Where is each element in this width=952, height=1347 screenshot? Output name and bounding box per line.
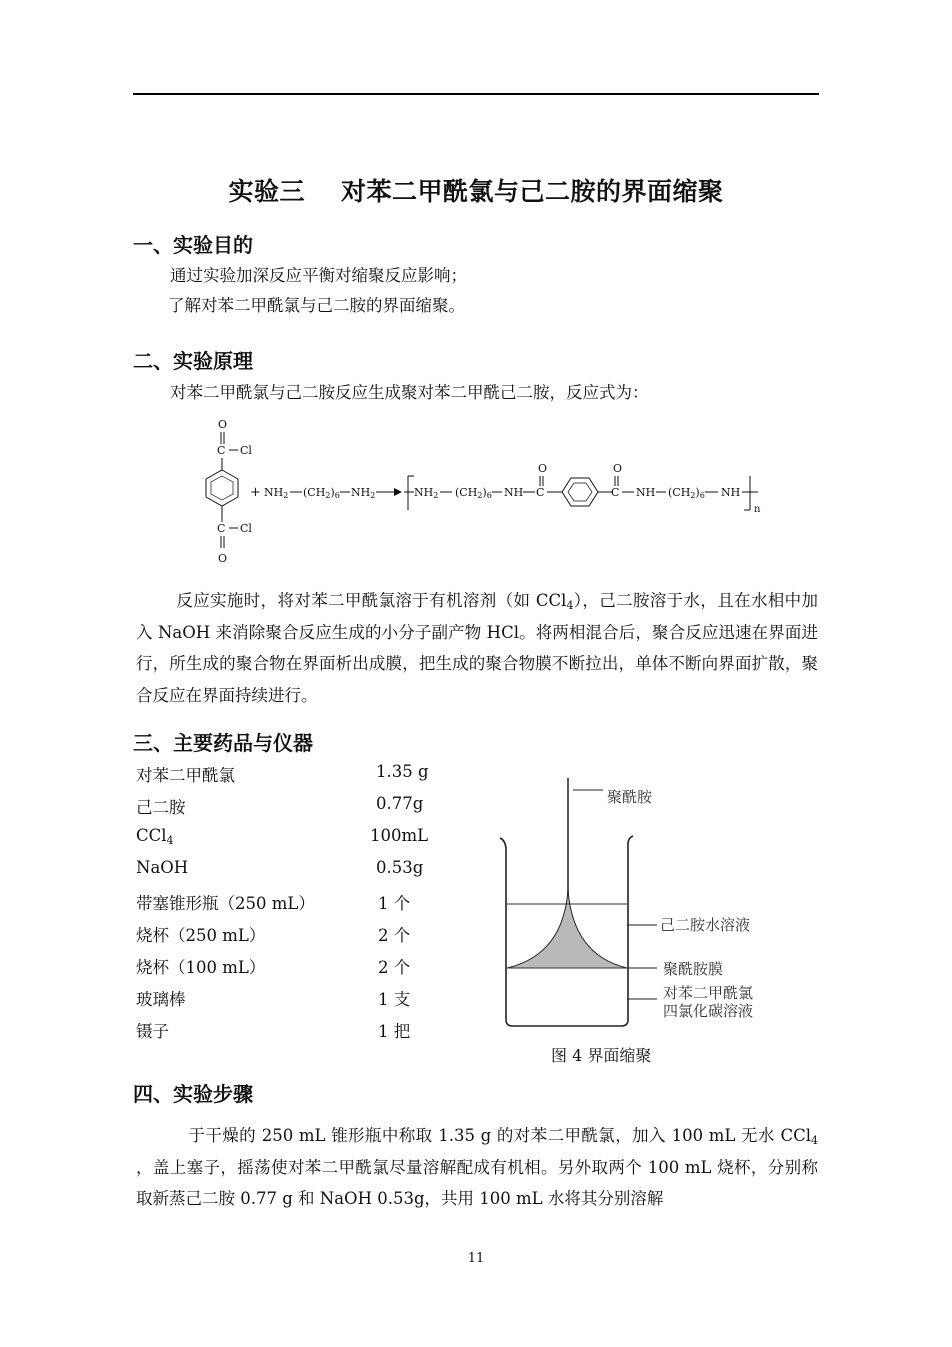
material-qty: 2 个 xyxy=(378,926,411,945)
interfacial-polymerization-figure xyxy=(495,770,785,1035)
heading-steps: 四、实验步骤 xyxy=(133,1082,253,1106)
atom-O-top: O xyxy=(218,418,228,431)
atom-Cl-top: Cl xyxy=(240,444,252,457)
svg-text:(CH2)6: (CH2)6 xyxy=(455,486,492,500)
svg-text:n: n xyxy=(754,504,761,515)
svg-text:C: C xyxy=(536,486,545,499)
principle-intro: 对苯二甲酰氯与己二胺反应生成聚对苯二甲酰己二胺，反应式为： xyxy=(170,383,649,402)
heading-purpose: 一、实验目的 xyxy=(133,233,253,257)
svg-text:NH2: NH2 xyxy=(351,486,376,500)
label-film: 聚酰胺膜 xyxy=(663,960,724,978)
page-title: 实验三 对苯二甲酰氯与己二胺的界面缩聚 xyxy=(228,177,724,206)
svg-text:NH: NH xyxy=(636,486,656,499)
material-name: 烧杯（250 mL） xyxy=(136,926,266,945)
material-qty: 1.35 g xyxy=(376,762,429,781)
label-polyamide: 聚酰胺 xyxy=(607,788,653,806)
svg-text:O: O xyxy=(538,462,548,475)
label-organic-2: 四氯化碳溶液 xyxy=(663,1002,754,1020)
material-name: 玻璃棒 xyxy=(136,990,186,1009)
material-name: 带塞锥形瓶（250 mL） xyxy=(136,894,315,913)
material-name: 烧杯（100 mL） xyxy=(136,958,266,977)
reaction-scheme xyxy=(190,412,770,582)
material-qty: 1 把 xyxy=(378,1022,411,1041)
svg-text:NH2: NH2 xyxy=(264,486,289,500)
heading-principle: 二、实验原理 xyxy=(133,349,253,373)
material-qty: 2 个 xyxy=(378,958,411,977)
svg-text:NH: NH xyxy=(721,486,741,499)
material-qty: 1 支 xyxy=(378,990,411,1009)
page-number: 11 xyxy=(467,1251,485,1266)
svg-text:C: C xyxy=(611,486,620,499)
principle-paragraph: 反应实施时，将对苯二甲酰氯溶于有机溶剂（如 CCl$_4$），己二胺溶于水，且在水相中加入 NaOH 来消除聚合反应生成的小分子副产物 HCl。将两相混合后，聚合反应迅速在界面进行，所生成的聚合物在界面析出成膜，把生成的聚合物膜不断拉出，单体不断向界面扩散，聚合反应在界面持续进行。 xyxy=(136,591,819,705)
atom-C-bottom: C xyxy=(217,522,226,535)
purpose-line-2: 了解对苯二甲酰氯与己二胺的界面缩聚。 xyxy=(168,296,465,315)
header-rule xyxy=(133,93,819,95)
material-qty: 0.77g xyxy=(376,794,424,813)
svg-text:(CH2)6: (CH2)6 xyxy=(668,486,705,500)
steps-paragraph: 于干燥的 250 mL 锥形瓶中称取 1.35 g 的对苯二甲酰氯，加入 100 mL 无水 CCl$_4$ ，盖上塞子，摇荡使对苯二甲酰氯尽量溶解配成有机相。另外取两个 100 mL 烧杯，分别称取新蒸己二胺 0.77 g 和 NaOH 0.53g，共用 100 mL 水将其分别溶解 xyxy=(136,1126,818,1208)
atom-O-bottom: O xyxy=(218,552,228,565)
atom-C-top: C xyxy=(217,444,226,457)
material-name: 己二胺 xyxy=(136,798,186,817)
material-qty: 100mL xyxy=(370,826,429,845)
material-qty: 1 个 xyxy=(378,894,411,913)
material-name: 镊子 xyxy=(136,1022,169,1041)
label-organic-1: 对苯二甲酰氯 xyxy=(663,984,754,1002)
svg-text:(CH2)6: (CH2)6 xyxy=(303,486,340,500)
material-qty: 0.53g xyxy=(376,858,424,877)
atom-Cl-bottom: Cl xyxy=(240,522,252,535)
label-aqueous: 己二胺水溶液 xyxy=(660,916,751,934)
heading-materials: 三、主要药品与仪器 xyxy=(133,731,313,755)
svg-text:O: O xyxy=(613,462,623,475)
svg-text:NH2: NH2 xyxy=(414,486,439,500)
material-name: NaOH xyxy=(136,858,189,877)
figure-caption: 图 4 界面缩聚 xyxy=(551,1046,652,1065)
svg-text:NH: NH xyxy=(504,486,524,499)
purpose-line-1: 通过实验加深反应平衡对缩聚反应影响； xyxy=(170,266,467,285)
material-name: 对苯二甲酰氯 xyxy=(136,766,235,785)
material-name: CCl$_4$ xyxy=(136,826,174,847)
plus-sign: + xyxy=(250,485,261,500)
